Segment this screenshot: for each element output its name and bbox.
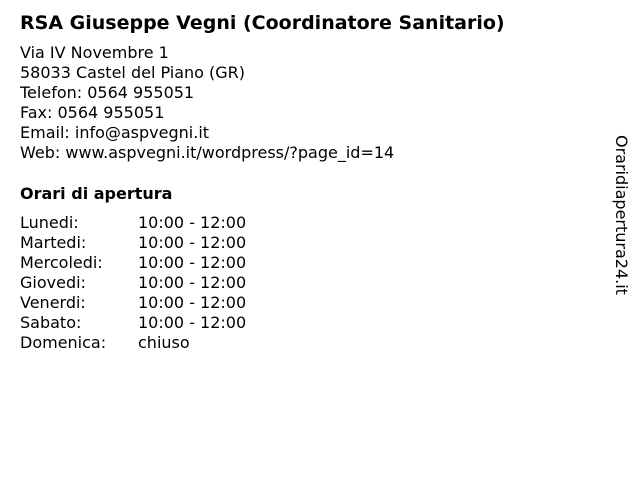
time-value: 10:00 - 12:00	[138, 313, 247, 332]
site-watermark: Oraridiapertura24.it	[612, 135, 631, 295]
day-label: Giovedi:	[20, 273, 86, 292]
page-title: RSA Giuseppe Vegni (Coordinatore Sanitario)	[20, 12, 505, 34]
day-label: Domenica:	[20, 333, 107, 352]
time-value: 10:00 - 12:00	[138, 253, 247, 272]
web-line: Web: www.aspvegni.it/wordpress/?page_id=14	[20, 143, 395, 162]
email-line: Email: info@aspvegni.it	[20, 123, 210, 142]
city-line: 58033 Castel del Piano (GR)	[20, 63, 246, 82]
time-value: chiuso	[138, 333, 190, 352]
contact-info	[20, 43, 394, 163]
day-label: Mercoledi:	[20, 253, 103, 272]
time-value: 10:00 - 12:00	[138, 213, 247, 232]
fax-line: Fax: 0564 955051	[20, 103, 165, 122]
day-label: Lunedi:	[20, 213, 79, 232]
time-value: 10:00 - 12:00	[138, 233, 247, 252]
phone-line: Telefon: 0564 955051	[20, 83, 195, 102]
time-value: 10:00 - 12:00	[138, 293, 247, 312]
opening-hours-heading: Orari di apertura	[20, 184, 173, 203]
day-label: Martedi:	[20, 233, 87, 252]
day-label: Sabato:	[20, 313, 82, 332]
address-line: Via IV Novembre 1	[20, 43, 169, 62]
time-value: 10:00 - 12:00	[138, 273, 247, 292]
day-label: Venerdi:	[20, 293, 86, 312]
